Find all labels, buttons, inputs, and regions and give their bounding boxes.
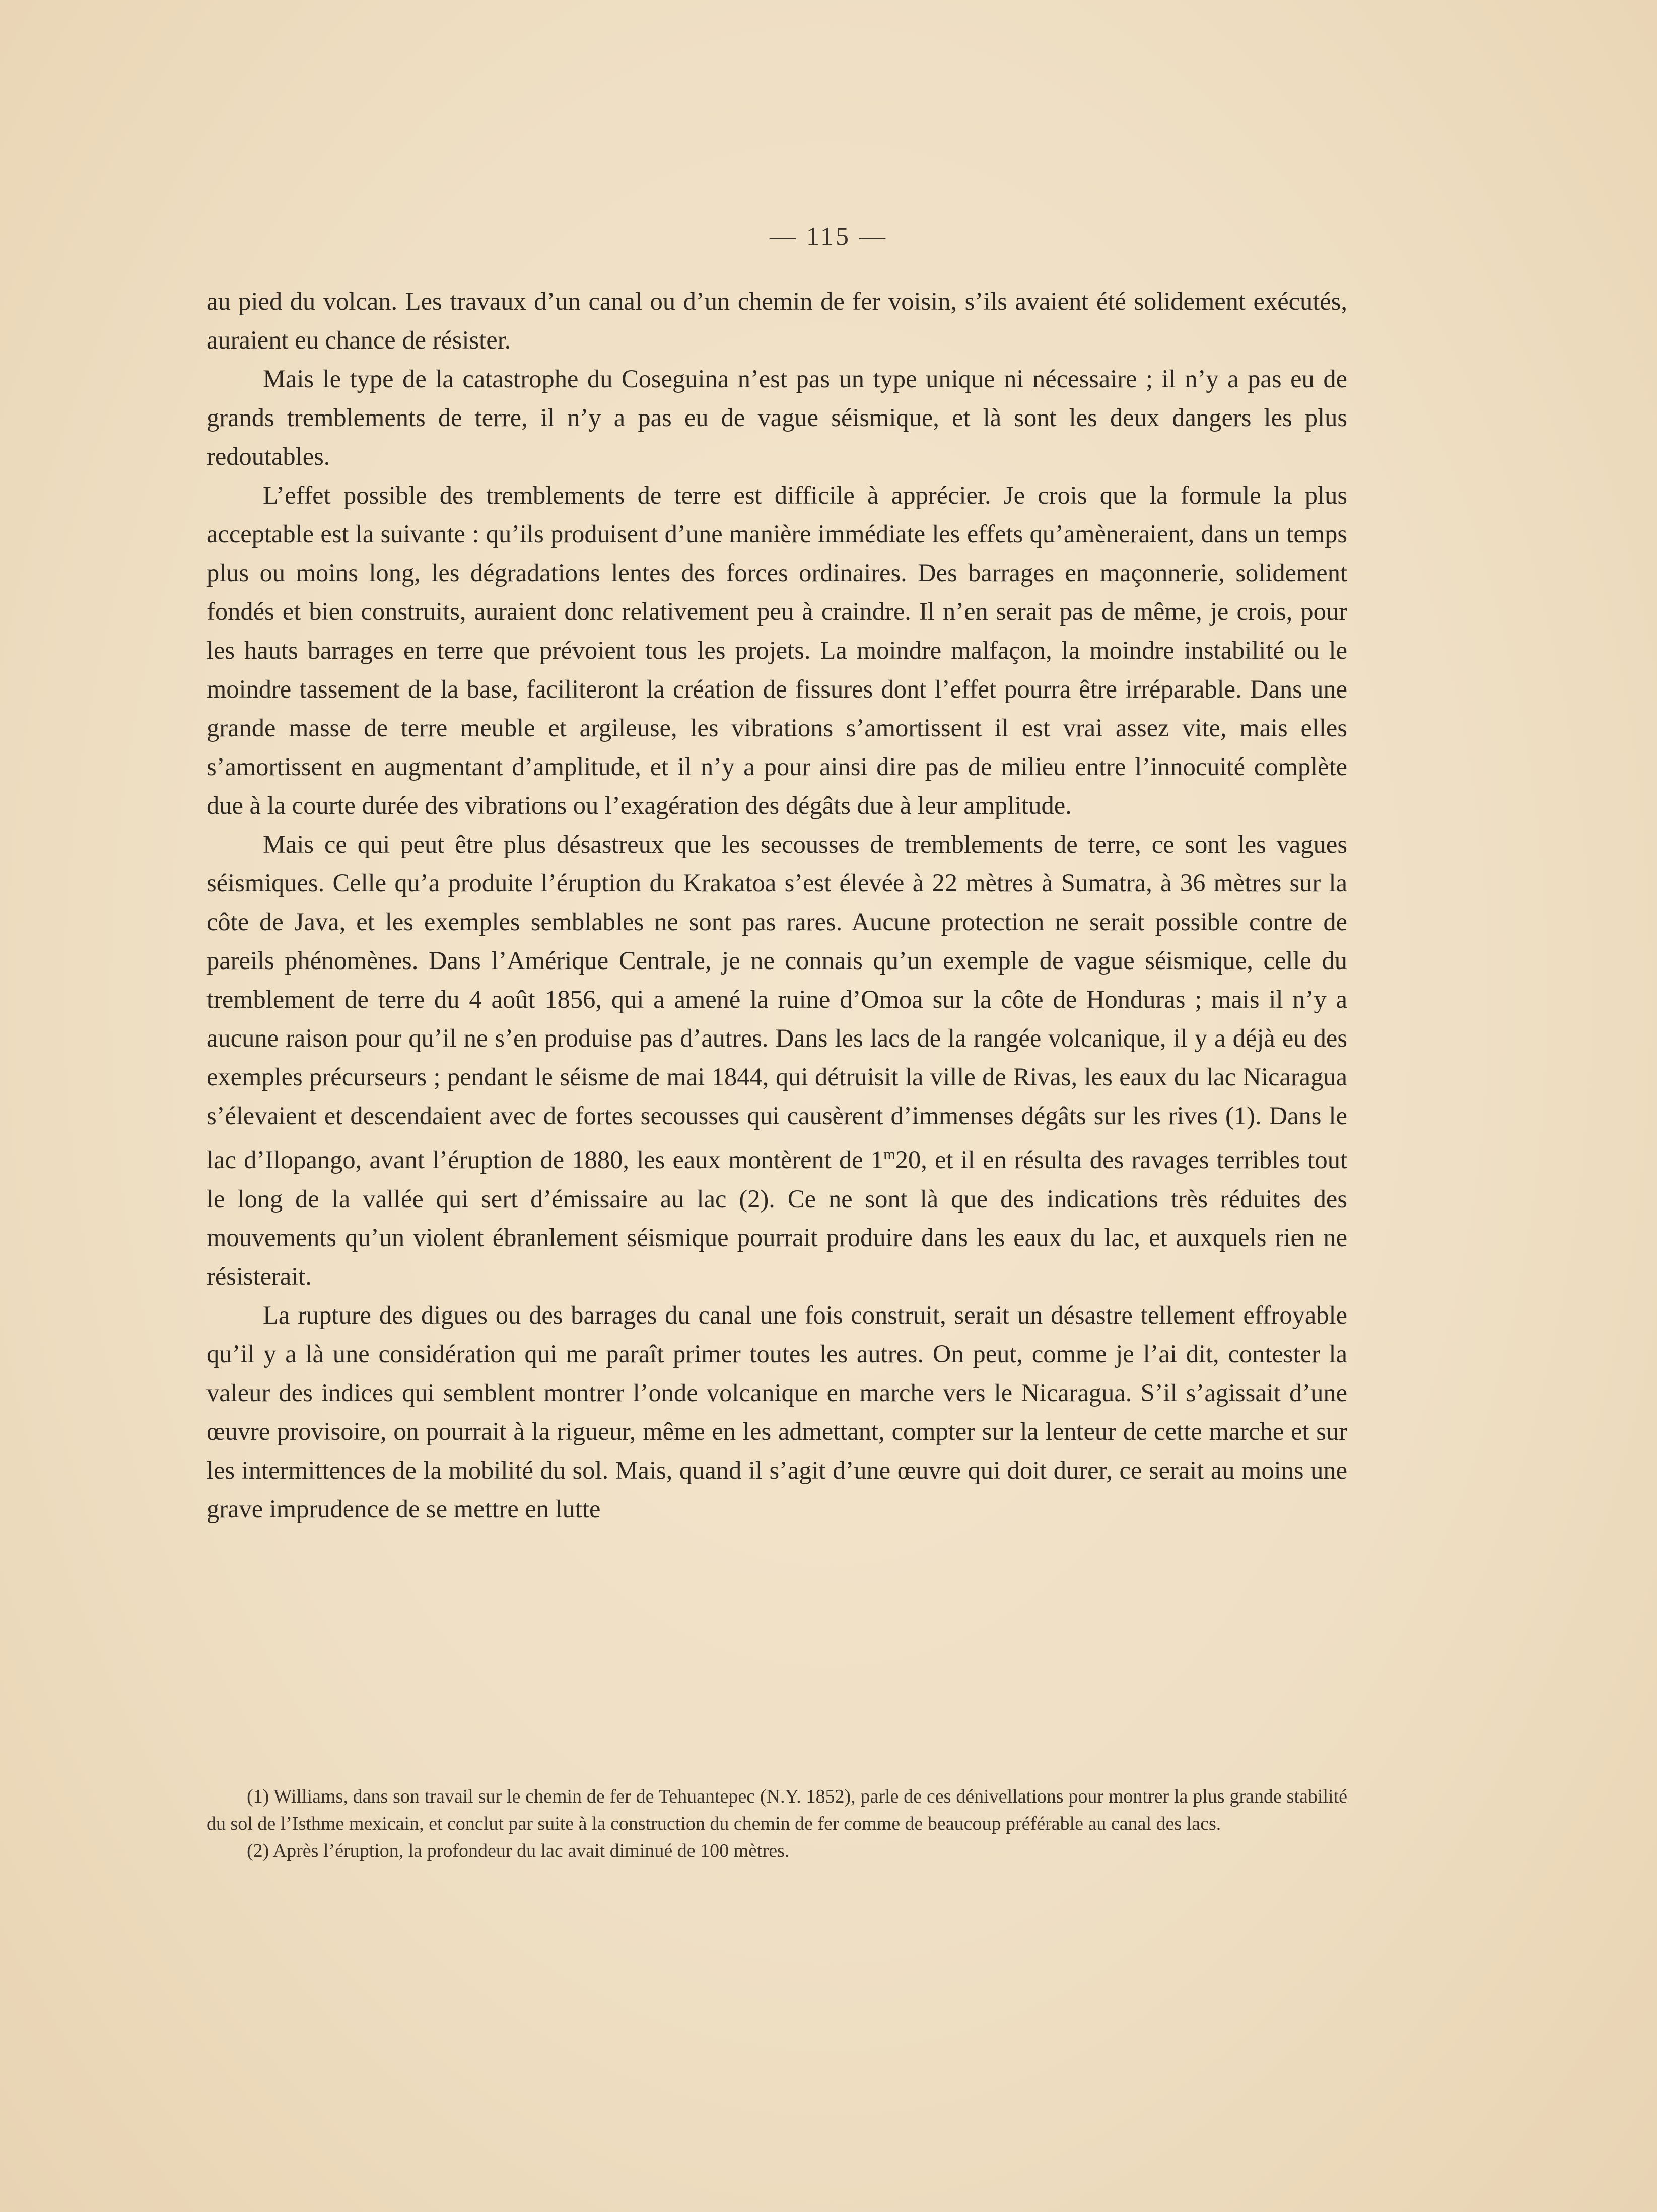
page-number: — 115 — xyxy=(769,222,888,251)
footnote-2: (2) Après l’éruption, la profondeur du lac avait diminué de 100 mètres. xyxy=(247,1840,790,1861)
paragraph-4-part-2: 20, et il en résulta des ravages terribles tout le long de la vallée qui sert d’émissaire au lac (2). Ce ne sont là que des indications très réduites des mouvements qu’un violent ébranlement séismique pourrait produire dans les eaux du lac, et auxquels rien ne résisterait. xyxy=(206,1146,1347,1291)
footnotes xyxy=(206,1783,1347,1864)
body-text xyxy=(206,282,1347,1529)
paragraph-4 xyxy=(206,825,1347,1296)
paragraph-4-part-1: Mais ce qui peut être plus désastreux que les secousses de tremblements de terre, ce sont les vagues séismiques. Celle qu’a produite l’éruption du Krakatoa s’est élevée à 22 mètres à Sumatra, à 36 mètres sur la côte de Java, et les exemples semblables ne sont pas rares. Aucune protection ne serait possible contre de pareils phénomènes. Dans l’Amérique Centrale, je ne connais qu’un exemple de vague séismique, celle du tremblement de terre du 4 août 1856, qui a amené la ruine d’Omoa sur la côte de Honduras ; mais il n’y a aucune raison pour qu’il ne s’en produise pas d’autres. Dans les lacs de la rangée volcanique, il y a déjà eu des exemples précurseurs ; pendant le séisme de mai 1844, qui détruisit la ville de Rivas, les eaux du lac Nicaragua s’élevaient et descendaient avec de fortes secousses qui causèrent d’immenses dégâts sur les rives (1). Dans le lac d’Ilopango, avant l’éruption de 1880, les eaux montèrent de 1 xyxy=(206,830,1347,1174)
paragraph-2: Mais le type de la catastrophe du Coseguina n’est pas un type unique ni nécessaire ; il n’y a pas eu de grands tremblements de terre, il n’y a pas eu de vague séismique, et là sont les deux dangers les plus redoutables. xyxy=(206,365,1347,470)
paragraph-3: L’effet possible des tremblements de terre est difficile à apprécier. Je crois que la formule la plus acceptable est la suivante : qu’ils produisent d’une manière immédiate les effets qu’amèneraient, dans un temps plus ou moins long, les dégradations lentes des forces ordinaires. Des barrages en maçonnerie, solidement fondés et bien construits, auraient donc relativement peu à craindre. Il n’en serait pas de même, je crois, pour les hauts barrages en terre que prévoient tous les projets. La moindre malfaçon, la moindre instabilité ou le moindre tassement de la base, faciliteront la création de fissures dont l’effet pourra être irréparable. Dans une grande masse de terre meuble et argileuse, les vibrations s’amortissent il est vrai assez vite, mais elles s’amortissent en augmentant d’amplitude, et il n’y a pour ainsi dire pas de milieu entre l’innocuité complète due à la courte durée des vibrations ou l’exagération des dégâts due à leur amplitude. xyxy=(206,481,1347,819)
meter-unit-superscript: m xyxy=(883,1146,895,1163)
paragraph-5: La rupture des digues ou des barrages du canal une fois construit, serait un désastre tellement effroyable qu’il y a là une considération qui me paraît primer toutes les autres. On peut, comme je l’ai dit, contester la valeur des indices qui semblent montrer l’onde volcanique en marche vers le Nicaragua. S’il s’agissait d’une œuvre provisoire, on pourrait à la rigueur, même en les admettant, compter sur la lenteur de cette marche et sur les intermittences de la mobilité du sol. Mais, quand il s’agit d’une œuvre qui doit durer, ce serait au moins une grave imprudence de se mettre en lutte xyxy=(206,1301,1347,1524)
footnote-1: (1) Williams, dans son travail sur le chemin de fer de Tehuantepec (N.Y. 1852), parle de ces dénivellations pour montrer la plus grande stabilité du sol de l’Isthme mexicain, et conclut par suite à la construction du chemin de fer comme de beaucoup préférable au canal des lacs. xyxy=(206,1786,1347,1834)
paragraph-1: au pied du volcan. Les travaux d’un canal ou d’un chemin de fer voisin, s’ils avaient été solidement exécutés, auraient eu chance de résister. xyxy=(206,287,1347,354)
